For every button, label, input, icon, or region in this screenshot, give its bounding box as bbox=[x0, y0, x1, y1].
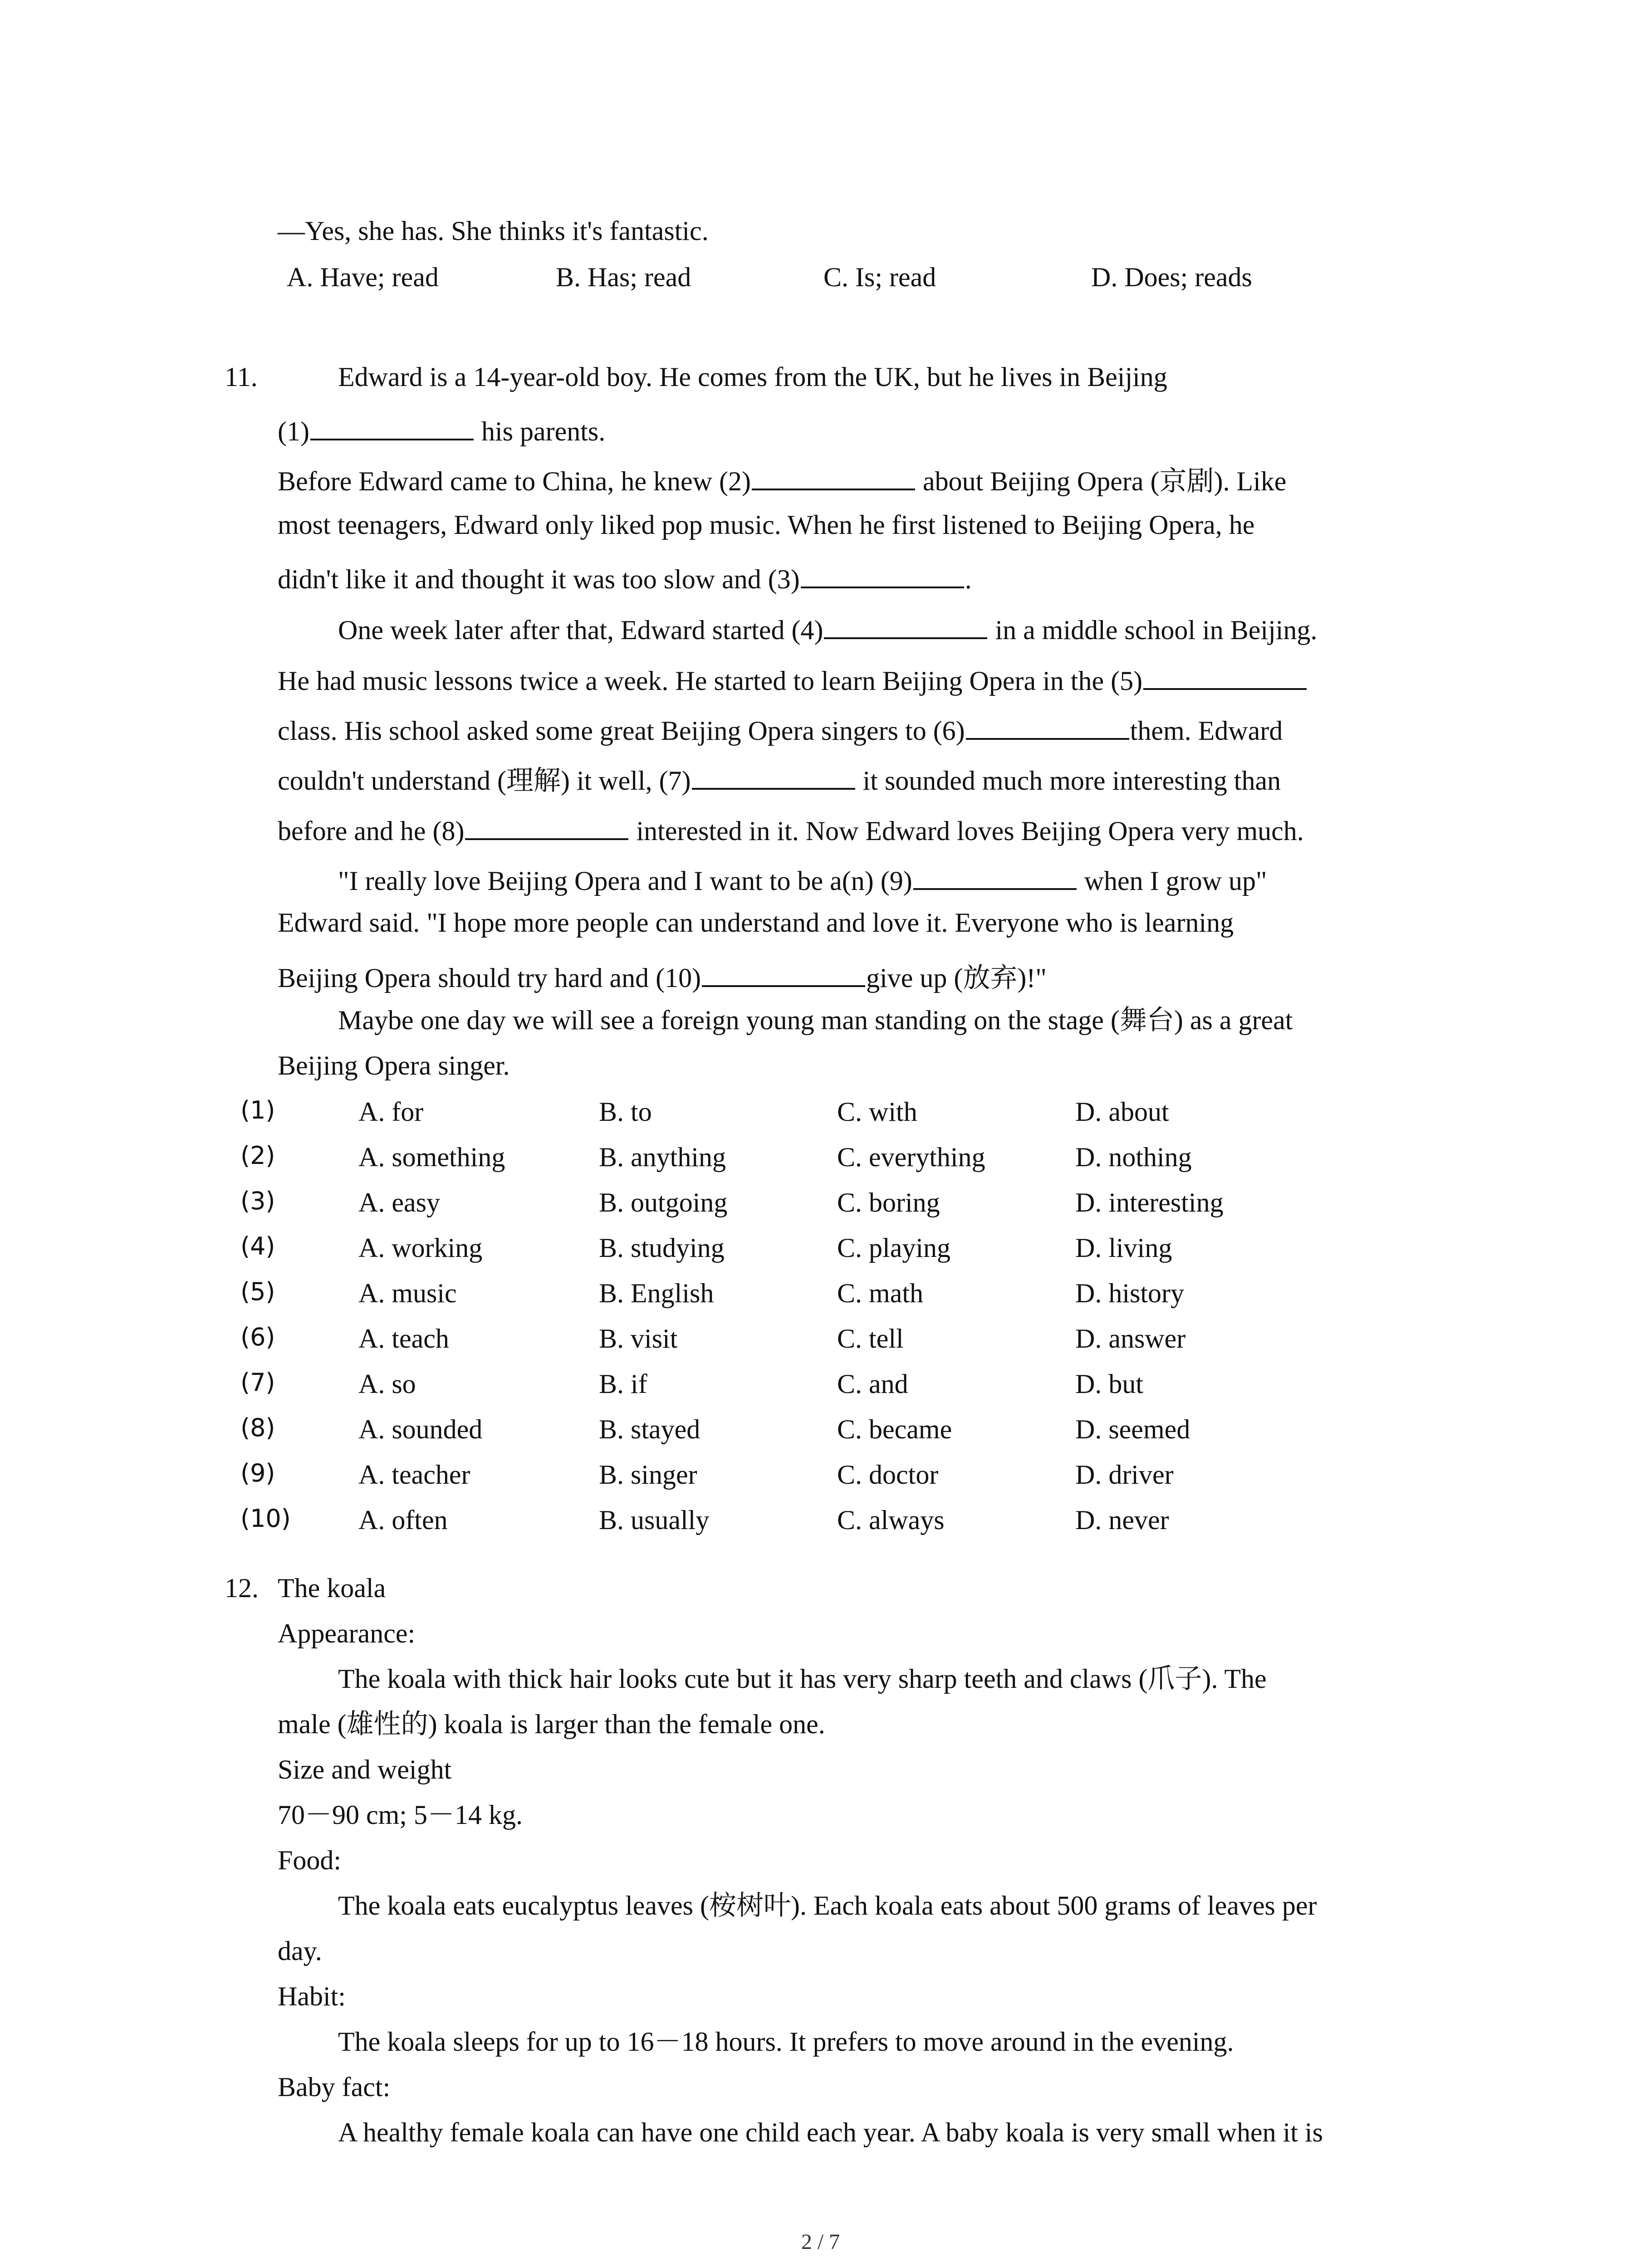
document-page: —Yes, she has. She thinks it's fantastic. A. Have; read B. Has; read C. Is; read D. Does; reads 11. Edward is a 14-year-old boy. He comes from the UK, but he lives in Beijing (1) his parents. Before Edward came to China, he knew (2) about Beijing Opera (京剧). Like most teenagers, Edward only liked pop music. When he first listened to Beijing Opera, he didn't like it and thought it was too slow and (3) . One week later after that, Edward started (4) in a middle school in Beijing. He had music lessons twice a week. He started to learn Beijing Opera in the (5) class. His school asked some great Beijing Opera singers to (6) them. Edward couldn't understand (理解) it well, (7) it sounded much more interesting than before and he (8) interested in it. Now Edward loves Beijing Opera very much. "I really love Beijing Opera and I want to be a(n) (9) when I grow up" Edward said. "I hope more people can understand and love it. Everyone who is learning Beijing Opera should try hard and (10) give up (放弃)!" Maybe one day we will see a foreign young man standing on the stage (舞台) as a great Beijing Opera singer. (1) A. for B. to C. with D. about (2) A. something B. anything C. everything D. nothing (3) A. easy B. outgoing C. boring D. interesting (4) A. working B. studying C. playing D. living (5) A. music B. English C. math D. history (6) A. teach B. visit C. tell D. answer (7) A. so B. if C. and D. but (8) A. sounded B. stayed C. became D. seemed (9) A. teacher B. singer C. doctor D. driver (10) A. often B. usually C. always D. never 12. The koala Appearance: The koala with thick hair looks cute but it has very sharp teeth and claws (爪子). The male (雄性的) koala is larger than the female one. Size and weight 70－90 cm; 5－14 kg. Food: The koala eats eucalyptus leaves (桉树叶). Each koala eats about 500 grams of leaves per day. Habit: The koala sleeps for up to 16－18 hours. It prefers to move around in the evening. Baby fact: A healthy female koala can have one child each year. A baby koala is very small when it is 2 / 7 bbox=[0, 0, 1641, 2268]
q12-appearance-line-2: male (雄性的) koala is larger than the female one. bbox=[278, 1709, 825, 1739]
blank-9[interactable] bbox=[913, 861, 1077, 890]
q10-option-c: C. Is; read bbox=[823, 262, 936, 292]
blank-6[interactable] bbox=[966, 711, 1129, 740]
q12-baby-heading: Baby fact: bbox=[278, 2072, 391, 2102]
q12-food-heading: Food: bbox=[278, 1845, 342, 1875]
q11-line-4: most teenagers, Edward only liked pop music. When he first listened to Beijing Opera, he bbox=[278, 510, 1255, 540]
blank-5[interactable] bbox=[1143, 661, 1307, 690]
q12-appearance-heading: Appearance: bbox=[278, 1618, 416, 1648]
q11-line-9: couldn't understand (理解) it well, (7) it sounded much more interesting than bbox=[278, 761, 1281, 797]
q12-food-line-1: The koala eats eucalyptus leaves (桉树叶). Each koala eats about 500 grams of leaves per bbox=[338, 1891, 1317, 1921]
q11-line-5: didn't like it and thought it was too slow and (3) . bbox=[278, 559, 972, 595]
q10-option-a: A. Have; read bbox=[287, 262, 439, 292]
q10-answer-line: —Yes, she has. She thinks it's fantastic. bbox=[278, 216, 709, 246]
q12-number: 12. bbox=[225, 1573, 259, 1603]
q11-line-13: Beijing Opera should try hard and (10) give up (放弃)!" bbox=[278, 958, 1047, 994]
q10-option-b: B. Has; read bbox=[556, 262, 691, 292]
q11-line-12: Edward said. "I hope more people can understand and love it. Everyone who is learning bbox=[278, 908, 1234, 938]
blank-4[interactable] bbox=[824, 610, 987, 639]
q11-line-10: before and he (8) interested in it. Now Edward loves Beijing Opera very much. bbox=[278, 811, 1304, 847]
blank-8[interactable] bbox=[465, 811, 628, 840]
q11-line-11: "I really love Beijing Opera and I want to be a(n) (9) when I grow up" bbox=[338, 861, 1267, 897]
blank-2[interactable] bbox=[752, 461, 915, 490]
q11-line-14: Maybe one day we will see a foreign young man standing on the stage (舞台) as a great bbox=[338, 1005, 1293, 1035]
q11-line-8: class. His school asked some great Beijing Opera singers to (6) them. Edward bbox=[278, 711, 1283, 747]
q12-size-value: 70－90 cm; 5－14 kg. bbox=[278, 1800, 523, 1830]
q11-line-15: Beijing Opera singer. bbox=[278, 1051, 510, 1080]
blank-1[interactable] bbox=[310, 411, 474, 440]
blank-3[interactable] bbox=[801, 559, 964, 588]
q12-appearance-line-1: The koala with thick hair looks cute but it has very sharp teeth and claws (爪子). The bbox=[338, 1664, 1267, 1694]
q12-habit-heading: Habit: bbox=[278, 1981, 346, 2011]
q11-line-2: (1) his parents. bbox=[278, 411, 605, 447]
blank-10[interactable] bbox=[702, 958, 865, 987]
blank-7[interactable] bbox=[692, 761, 855, 790]
q12-baby-line-1: A healthy female koala can have one child each year. A baby koala is very small when it is bbox=[338, 2117, 1323, 2147]
q12-size-heading: Size and weight bbox=[278, 1755, 452, 1784]
q11-line-6: One week later after that, Edward started (4) in a middle school in Beijing. bbox=[338, 610, 1317, 646]
q11-number: 11. bbox=[225, 362, 258, 392]
q12-title: The koala bbox=[278, 1573, 386, 1603]
q11-line-1: Edward is a 14-year-old boy. He comes from the UK, but he lives in Beijing bbox=[338, 362, 1167, 392]
q11-line-3: Before Edward came to China, he knew (2) about Beijing Opera (京剧). Like bbox=[278, 461, 1286, 497]
q11-line-7: He had music lessons twice a week. He started to learn Beijing Opera in the (5) bbox=[278, 661, 1308, 697]
q12-habit-line-1: The koala sleeps for up to 16－18 hours. It prefers to move around in the evening. bbox=[338, 2027, 1234, 2057]
q10-option-d: D. Does; reads bbox=[1091, 262, 1252, 292]
q12-food-line-2: day. bbox=[278, 1936, 322, 1966]
page-number: 2 / 7 bbox=[801, 2230, 840, 2254]
